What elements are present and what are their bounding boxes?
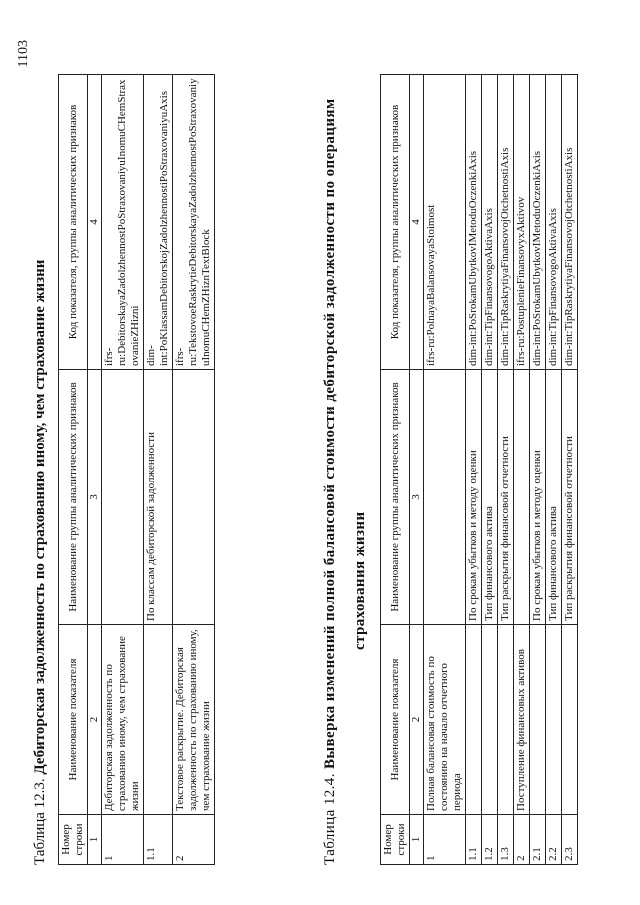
table-row xyxy=(424,75,466,865)
table-row xyxy=(482,75,498,865)
cell-code: dim-int:TipFinansovogoAktivaAxis xyxy=(546,75,562,370)
cell-row-number: 1.1 xyxy=(144,815,173,865)
cell-code: dim-int:TipRaskrytiyaFinansovojOtchetnostiAxis xyxy=(562,75,578,370)
cell-indicator-name xyxy=(482,625,498,815)
table1-colnum: 3 xyxy=(88,370,102,625)
cell-group-name xyxy=(514,370,530,625)
cell-indicator-name xyxy=(530,625,546,815)
cell-row-number: 1 xyxy=(424,815,466,865)
cell-group-name: По классам дебиторской задолженности xyxy=(144,370,173,625)
cell-code: dim-int:PoSrokamUbytkovIMetoduOczenkiAxis xyxy=(530,75,546,370)
cell-code: ifrs-ru:TekstovoeRaskrytieDebitorskayaZadolzhennostPoStraxovaniyuInomuCHemZHiznTextBlock xyxy=(173,75,215,370)
table2-header-number: Номер строки xyxy=(381,815,410,865)
table1-caption-title: Дебиторская задолженность по страхованию иному, чем страхование жизни xyxy=(32,259,48,775)
cell-row-number: 2 xyxy=(514,815,530,865)
cell-indicator-name: Полная балансовая стоимость по состоянию на начало отчетного периода xyxy=(424,625,466,815)
cell-indicator-name: Дебиторская задолженность по страхованию иному, чем страхование жизни xyxy=(102,625,144,815)
cell-indicator-name xyxy=(498,625,514,815)
cell-row-number: 1.1 xyxy=(466,815,482,865)
table2-header-code: Код показателя, группы аналитических признаков xyxy=(381,75,410,370)
cell-row-number: 1.2 xyxy=(482,815,498,865)
table2-header-group: Наименование группы аналитических признаков xyxy=(381,370,410,625)
table1-caption-prefix: Таблица 12.3. xyxy=(32,778,48,865)
table-row xyxy=(546,75,562,865)
table-row xyxy=(466,75,482,865)
cell-indicator-name xyxy=(144,625,173,815)
table1-header-code: Код показателя, группы аналитических признаков xyxy=(59,75,88,370)
table-row xyxy=(498,75,514,865)
cell-indicator-name: Поступление финансовых активов xyxy=(514,625,530,815)
cell-code: dim-int:PoKlassamDebitorskojZadolzhennostiPoStraxovaniyuAxis xyxy=(144,75,173,370)
page-number: 1103 xyxy=(16,40,31,68)
table1-colnum: 2 xyxy=(88,625,102,815)
table-row xyxy=(530,75,546,865)
table2-colnum: 4 xyxy=(410,75,424,370)
table2-body xyxy=(424,75,578,865)
cell-code: ifrs-ru:DebitorskayaZadolzhennostPoStraxovaniyuInomuCHemStraxovanieZHizni xyxy=(102,75,144,370)
table1-header-row xyxy=(59,75,88,865)
table2-caption xyxy=(320,75,370,865)
cell-group-name xyxy=(424,370,466,625)
cell-row-number: 2.1 xyxy=(530,815,546,865)
table1-caption xyxy=(30,105,50,865)
cell-row-number: 1.3 xyxy=(498,815,514,865)
cell-indicator-name: Текстовое раскрытие. Дебиторская задолженность по страхованию иному, чем страхование жизни xyxy=(173,625,215,815)
table2-colnum: 3 xyxy=(410,370,424,625)
table2-caption-title-line2: страхования жизни xyxy=(352,511,368,650)
table2-column-numbers xyxy=(410,75,424,865)
table2-header-row xyxy=(381,75,410,865)
cell-group-name: По срокам убытков и методу оценки xyxy=(466,370,482,625)
cell-code: ifrs-ru:PostuplenieFinansovyxAktivov xyxy=(514,75,530,370)
table1-header-number: Номер строки xyxy=(59,815,88,865)
cell-group-name: Тип раскрытия финансовой отчетности xyxy=(498,370,514,625)
cell-group-name xyxy=(173,370,215,625)
table1-column-numbers xyxy=(88,75,102,865)
cell-indicator-name xyxy=(466,625,482,815)
table1-colnum: 4 xyxy=(88,75,102,370)
table-row xyxy=(514,75,530,865)
cell-code: dim-int:PoSrokamUbytkovIMetoduOczenkiAxis xyxy=(466,75,482,370)
table1-body xyxy=(102,75,215,865)
table1-header-name: Наименование показателя xyxy=(59,625,88,815)
cell-group-name: Тип финансового актива xyxy=(482,370,498,625)
cell-row-number: 2.3 xyxy=(562,815,578,865)
table-row xyxy=(562,75,578,865)
table-row xyxy=(173,75,215,865)
table-row xyxy=(102,75,144,865)
table-row xyxy=(144,75,173,865)
cell-group-name: Тип раскрытия финансовой отчетности xyxy=(562,370,578,625)
table2-colnum: 2 xyxy=(410,625,424,815)
cell-group-name: По срокам убытков и методу оценки xyxy=(530,370,546,625)
cell-code: dim-int:TipFinansovogoAktivaAxis xyxy=(482,75,498,370)
table1-header-group: Наименование группы аналитических признаков xyxy=(59,370,88,625)
table2 xyxy=(380,74,578,865)
cell-code: ifrs-ru:PolnayaBalansovayaStoimost xyxy=(424,75,466,370)
cell-indicator-name xyxy=(562,625,578,815)
cell-group-name: Тип финансового актива xyxy=(546,370,562,625)
table2-caption-title-line1: Выверка изменений полной балансовой стоимости дебиторской задолженности по операциям xyxy=(322,98,338,769)
table1 xyxy=(58,74,215,865)
cell-code: dim-int:TipRaskrytiyaFinansovojOtchetnostiAxis xyxy=(498,75,514,370)
table2-colnum: 1 xyxy=(410,815,424,865)
cell-row-number: 2.2 xyxy=(546,815,562,865)
table2-header-name: Наименование показателя xyxy=(381,625,410,815)
table2-caption-prefix: Таблица 12.4. xyxy=(322,773,338,865)
cell-row-number: 2 xyxy=(173,815,215,865)
cell-indicator-name xyxy=(546,625,562,815)
cell-row-number: 1 xyxy=(102,815,144,865)
table1-colnum: 1 xyxy=(88,815,102,865)
cell-group-name xyxy=(102,370,144,625)
